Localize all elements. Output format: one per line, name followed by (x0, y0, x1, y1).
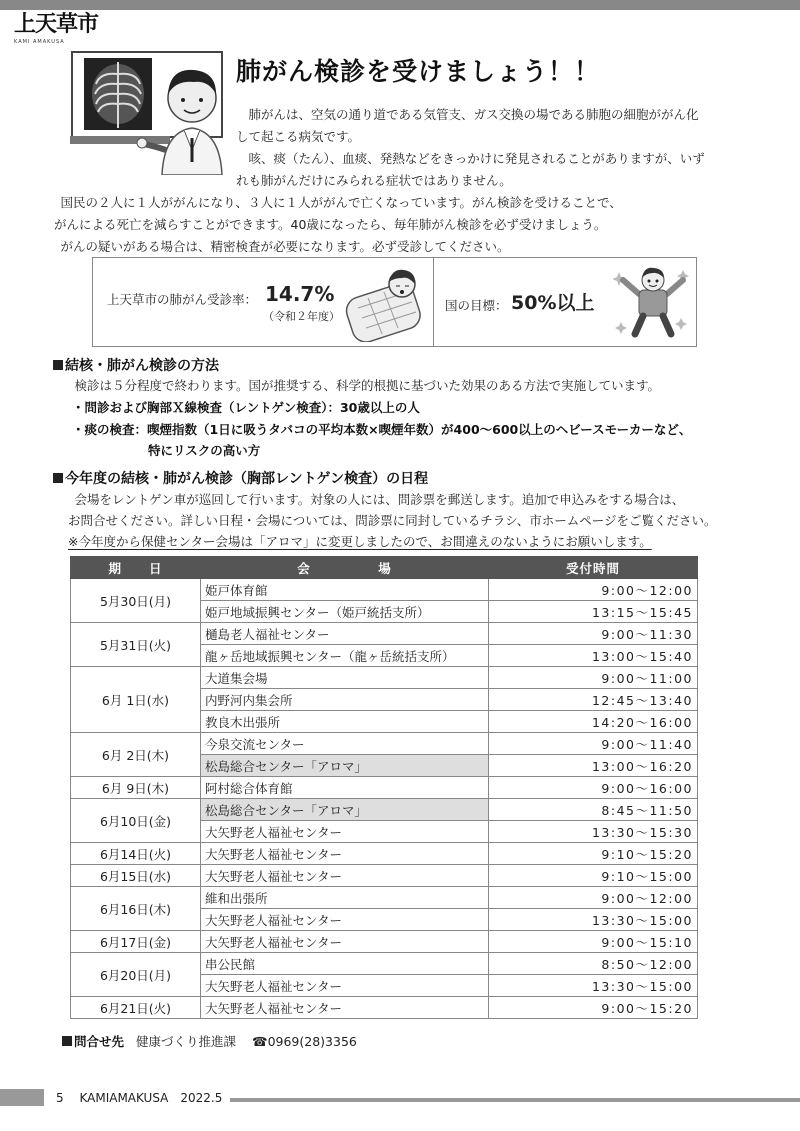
date-cell: 6月21日(火) (71, 997, 201, 1019)
section-square-icon (53, 473, 63, 483)
rate-note: （令和２年度） (263, 310, 340, 323)
table-row (71, 667, 698, 689)
method-bullet-xray: ・問診および胸部Ｘ線検査（レントゲン検査）：30歳以上の人 (72, 400, 420, 415)
footer (56, 1089, 230, 1106)
box-divider (433, 258, 434, 346)
venue-cell: 教良木出張所 (201, 711, 489, 733)
venue-cell: 姫戸体育館 (201, 579, 489, 601)
date-cell: 6月10日(金) (71, 799, 201, 843)
date-cell: 6月 1日(水) (71, 667, 201, 733)
section-square-icon (53, 360, 63, 370)
page-headline: 肺がん検診を受けましょう！！ (236, 57, 601, 86)
venue-cell: 松島総合センター「アロマ」 (201, 799, 489, 821)
method-bullet-sputum: ・痰の検査：喫煙指数（1日に吸うタバコの平均本数×喫煙年数）が400～600以上のヘビースモーカーなど、 (72, 422, 692, 437)
header-venue: 会 場 (201, 557, 489, 579)
intro-line-5: 国民の２人に１人ががんになり、３人に１人ががんで亡くなっています。がん検診を受けることで、 (48, 195, 622, 210)
time-cell: 9:00～15:10 (489, 931, 698, 953)
time-cell: 8:50～12:00 (489, 953, 698, 975)
time-cell: 13:30～15:00 (489, 975, 698, 997)
table-row (71, 953, 698, 975)
schedule-heading (53, 468, 428, 488)
venue-cell: 大矢野老人福祉センター (201, 843, 489, 865)
venue-cell: 大矢野老人福祉センター (201, 821, 489, 843)
schedule-notice: ※今年度から保健センター会場は「アロマ」に変更しましたので、お間違えのないようにお願いします。 (68, 534, 652, 549)
date-cell: 5月30日(月) (71, 579, 201, 623)
target-label: 国の目標： (445, 298, 508, 313)
venue-cell: 大矢野老人福祉センター (201, 931, 489, 953)
time-cell: 13:15～15:45 (489, 601, 698, 623)
date-cell: 6月15日(水) (71, 865, 201, 887)
date-cell: 6月16日(木) (71, 887, 201, 931)
city-logo (14, 12, 124, 48)
table-row (71, 579, 698, 601)
venue-cell: 大矢野老人福祉センター (201, 909, 489, 931)
intro-line-1: 肺がんは、空気の通り道である気管支、ガス交換の場である肺胞の細胞ががん化 (236, 107, 699, 122)
table-row (71, 887, 698, 909)
contact-phone: ☎0969(28)3356 (252, 1034, 357, 1049)
venue-cell: 内野河内集会所 (201, 689, 489, 711)
intro-line-2: して起こる病気です。 (236, 129, 361, 144)
logo-subtext: KAMI AMAKUSA (14, 39, 65, 45)
table-row (71, 799, 698, 821)
time-cell: 9:00～11:30 (489, 623, 698, 645)
venue-cell: 龍ヶ岳地域振興センター（龍ヶ岳統括支所） (201, 645, 489, 667)
time-cell: 8:45～11:50 (489, 799, 698, 821)
method-body: 検診は５分程度で終わります。国が推奨する、科学的根拠に基づいた効果のある方法で実施しています。 (62, 378, 661, 393)
sick-person-in-bed-illustration (338, 262, 428, 342)
time-cell: 13:30～15:00 (489, 909, 698, 931)
rate-label: 上天草市の肺がん受診率： (107, 292, 258, 307)
target-value: 50%以上 (511, 292, 595, 314)
table-row (71, 843, 698, 865)
venue-cell: 大矢野老人福祉センター (201, 975, 489, 997)
time-cell: 9:00～15:20 (489, 997, 698, 1019)
time-cell: 9:00～11:40 (489, 733, 698, 755)
schedule-body-1: 会場をレントゲン車が巡回して行います。対象の人には、問診票を郵送します。追加で申込みをする場合は、 (62, 492, 685, 507)
schedule-table (70, 556, 698, 1019)
table-row (71, 865, 698, 887)
time-cell: 13:00～15:40 (489, 645, 698, 667)
time-cell: 9:00～12:00 (489, 579, 698, 601)
time-cell: 9:00～11:00 (489, 667, 698, 689)
venue-cell: 阿村総合体育館 (201, 777, 489, 799)
date-cell: 6月20日(月) (71, 953, 201, 997)
table-row (71, 777, 698, 799)
time-cell: 13:30～15:30 (489, 821, 698, 843)
screening-rate-box (92, 257, 697, 347)
top-bar (0, 0, 800, 10)
venue-cell: 姫戸地域振興センター（姫戸統括支所） (201, 601, 489, 623)
time-cell: 14:20～16:00 (489, 711, 698, 733)
publication-info: KAMIAMAKUSA 2022.5 (79, 1091, 223, 1105)
time-cell: 12:45～13:40 (489, 689, 698, 711)
venue-cell: 維和出張所 (201, 887, 489, 909)
page-number: 5 (56, 1091, 64, 1105)
schedule-title: 今年度の結核・肺がん検診（胸部レントゲン検査）の日程 (65, 471, 429, 487)
date-cell: 6月 2日(木) (71, 733, 201, 777)
time-cell: 13:00～16:20 (489, 755, 698, 777)
time-cell: 9:10～15:00 (489, 865, 698, 887)
intro-line-4: れも肺がんだけにみられる症状ではありません。 (236, 173, 512, 188)
contact-info (62, 1032, 357, 1050)
intro-line-3: 咳、痰（たん）、血痰、発熱などをきっかけに発見されることがありますが、いず (236, 151, 705, 166)
table-row (71, 997, 698, 1019)
date-cell: 6月 9日(木) (71, 777, 201, 799)
venue-cell: 大道集会場 (201, 667, 489, 689)
time-cell: 9:00～16:00 (489, 777, 698, 799)
time-cell: 9:00～12:00 (489, 887, 698, 909)
method-title: 結核・肺がん検診の方法 (65, 358, 219, 374)
venue-cell: 大矢野老人福祉センター (201, 865, 489, 887)
header-time: 受付時間 (489, 557, 698, 579)
venue-cell: 大矢野老人福祉センター (201, 997, 489, 1019)
intro-line-6: がんによる死亡を減らすことができます。40歳になったら、毎年肺がん検診を必ず受けましょう。 (54, 217, 607, 232)
schedule-body-2: お問合せください。詳しい日程・会場については、問診票に同封しているチラシ、市ホームページをご覧ください。 (68, 513, 717, 528)
section-square-icon (62, 1036, 72, 1046)
contact-heading (62, 1034, 124, 1049)
contact-dept: 健康づくり推進課 (136, 1034, 237, 1049)
table-header-row (71, 557, 698, 579)
date-cell: 5月31日(火) (71, 623, 201, 667)
intro-line-7: がんの疑いがある場合は、精密検査が必要になります。必ず受診してください。 (48, 239, 510, 254)
logo-text: 上天草市 (14, 12, 99, 37)
venue-cell: 串公民館 (201, 953, 489, 975)
date-cell: 6月17日(金) (71, 931, 201, 953)
doctor-xray-illustration (70, 50, 230, 175)
venue-cell: 今泉交流センター (201, 733, 489, 755)
footer-bar-left (0, 1089, 44, 1106)
venue-cell: 松島総合センター「アロマ」 (201, 755, 489, 777)
table-row (71, 931, 698, 953)
rate-value: 14.7% (265, 282, 335, 306)
header-date: 期 日 (71, 557, 201, 579)
venue-cell: 樋島老人福祉センター (201, 623, 489, 645)
method-heading (53, 355, 219, 375)
jumping-person-illustration (613, 262, 693, 344)
contact-label: 問合せ先 (74, 1034, 125, 1049)
time-cell: 9:10～15:20 (489, 843, 698, 865)
date-cell: 6月14日(火) (71, 843, 201, 865)
table-body (71, 579, 698, 1019)
method-bullet-sputum-cont: 特にリスクの高い方 (148, 443, 261, 458)
table-row (71, 623, 698, 645)
table-row (71, 733, 698, 755)
